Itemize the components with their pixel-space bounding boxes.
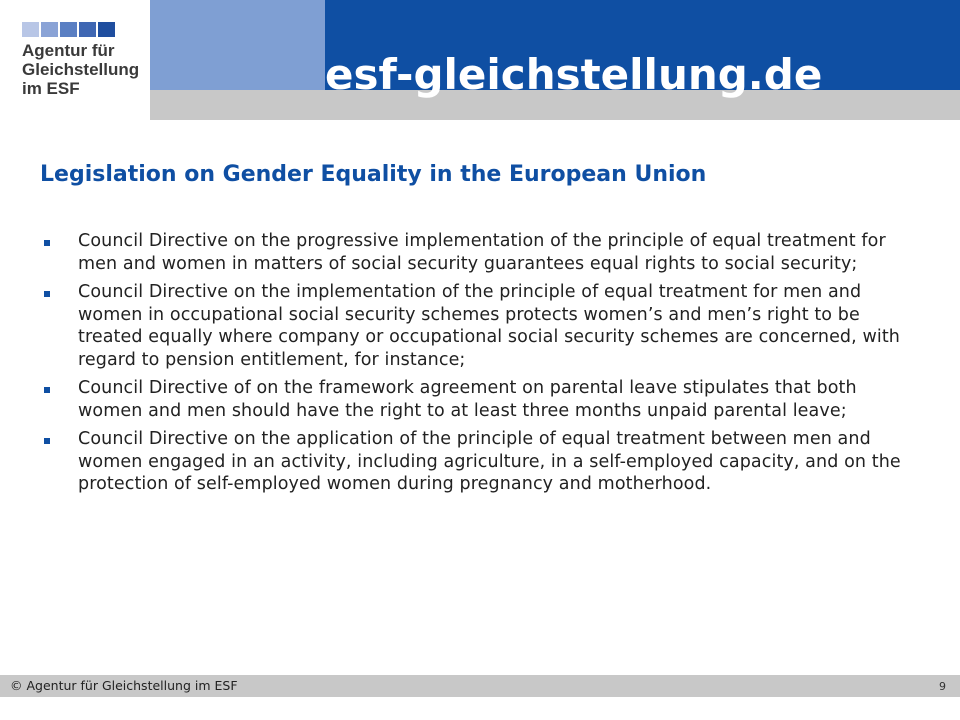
logo-squares-icon [22, 22, 147, 37]
copyright-text: © Agentur für Gleichstellung im ESF [10, 678, 238, 693]
list-item [42, 230, 922, 275]
bullet-text: Council Directive on the progressive implementation of the principle of equal treatment for men and women in matters of social security guarantees equal rights to social security; [78, 231, 886, 274]
logo-square [98, 22, 115, 37]
agency-logo [22, 22, 147, 112]
bullet-text: Council Directive on the implementation of the principle of equal treatment for men and women in occupational social security schemes protects women’s and men’s right to be treated equally where company or occupational social security schemes are concerned, with regard to pension entitlement, for instance; [78, 282, 900, 370]
square-bullet-icon [44, 291, 50, 297]
logo-square [79, 22, 96, 37]
header-light-band [150, 0, 325, 90]
bullet-text: Council Directive of on the framework agreement on parental leave stipulates that both women and men should have the right to at least three months unpaid parental leave; [78, 378, 857, 421]
slide-title: Legislation on Gender Equality in the European Union [40, 162, 707, 187]
logo-square [22, 22, 39, 37]
logo-text: Agentur für Gleichstellung im ESF [22, 41, 140, 98]
logo-square [60, 22, 77, 37]
bullet-text: Council Directive on the application of the principle of equal treatment between men and women engaged in an activity, including agriculture, in a self-employed capacity, and on the protection of self-employed women during pregnancy and motherhood. [78, 429, 901, 494]
bullet-list [42, 230, 922, 502]
site-name: esf-gleichstellung.de [325, 50, 823, 99]
footer-bar [0, 675, 960, 697]
square-bullet-icon [44, 240, 50, 246]
page-number: 9 [939, 680, 946, 693]
list-item [42, 281, 922, 371]
logo-square [41, 22, 58, 37]
square-bullet-icon [44, 438, 50, 444]
list-item [42, 377, 922, 422]
square-bullet-icon [44, 387, 50, 393]
list-item [42, 428, 922, 496]
